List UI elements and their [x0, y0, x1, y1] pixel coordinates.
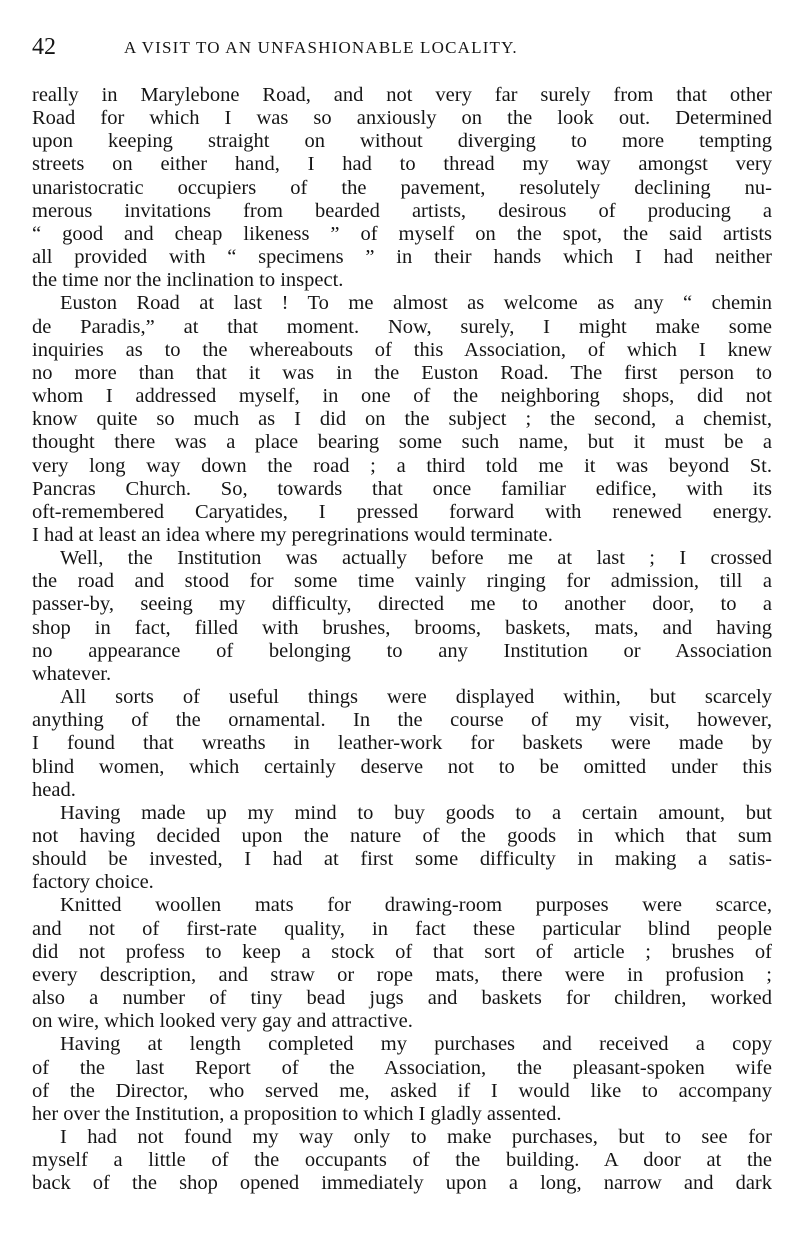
text-line: back of the shop opened immediately upon a long, narrow and dark — [32, 1172, 772, 1195]
text-line: the time nor the inclination to inspect. — [32, 269, 344, 292]
text-line: I found that wreaths in leather-work for baskets were made by — [32, 732, 772, 755]
text-line: Knitted woollen mats for drawing-room purposes were scarce, — [60, 894, 772, 917]
text-line: I had at least an idea where my peregrinations would terminate. — [32, 523, 553, 546]
text-line: Pancras Church. So, towards that once familiar edifice, with its — [32, 477, 772, 500]
text-line: all provided with “ specimens ” in their hands which I had neither — [32, 246, 772, 269]
text-line: of the Director, who served me, asked if I would like to accompany — [32, 1079, 772, 1102]
text-line: myself a little of the occupants of the building. A door at the — [32, 1149, 772, 1172]
text-line: thought there was a place bearing some such name, but it must be a — [32, 431, 772, 454]
page-header — [32, 32, 772, 62]
text-line: also a number of tiny bead jugs and baskets for children, worked — [32, 987, 772, 1010]
text-line: Having made up my mind to buy goods to a certain amount, but — [60, 801, 772, 824]
page-number: 42 — [32, 34, 56, 60]
text-line: every description, and straw or rope mats, there were in profusion ; — [32, 963, 772, 986]
text-line: did not profess to keep a stock of that sort of article ; brushes of — [32, 940, 772, 963]
body-text — [32, 84, 772, 1196]
text-line: upon keeping straight on without diverging to more tempting — [32, 130, 772, 153]
text-line: head. — [32, 778, 76, 801]
text-line: shop in fact, filled with brushes, brooms, baskets, mats, and having — [32, 616, 772, 639]
text-line: Euston Road at last ! To me almost as welcome as any “ chemin — [60, 292, 772, 315]
text-line: her over the Institution, a proposition to which I gladly assented. — [32, 1102, 562, 1125]
text-line: oft-remembered Caryatides, I pressed forward with renewed energy. — [32, 500, 772, 523]
text-line: on wire, which looked very gay and attractive. — [32, 1010, 413, 1033]
text-line: whatever. — [32, 662, 112, 685]
text-line: no more than that it was in the Euston Road. The first person to — [32, 361, 772, 384]
text-line: streets on either hand, I had to thread my way amongst very — [32, 153, 772, 176]
text-line: should be invested, I had at first some difficulty in making a satis- — [32, 848, 772, 871]
text-line: “ good and cheap likeness ” of myself on the spot, the said artists — [32, 222, 772, 245]
text-line: de Paradis,” at that moment. Now, surely, I might make some — [32, 315, 772, 338]
text-line: the road and stood for some time vainly ringing for admission, till a — [32, 570, 772, 593]
text-line: I had not found my way only to make purchases, but to see for — [60, 1126, 772, 1149]
text-line: factory choice. — [32, 871, 154, 894]
text-line: really in Marylebone Road, and not very far surely from that other — [32, 84, 772, 106]
text-line: whom I addressed myself, in one of the neighboring shops, did not — [32, 385, 772, 408]
text-line: no appearance of belonging to any Institution or Association — [32, 639, 772, 662]
text-line: and not of first-rate quality, in fact these particular blind people — [32, 917, 772, 940]
text-line: unaristocratic occupiers of the pavement, resolutely declining nu- — [32, 176, 772, 199]
text-line: blind women, which certainly deserve not to be omitted under this — [32, 755, 772, 778]
text-line: Having at length completed my purchases and received a copy — [60, 1033, 772, 1056]
text-line: passer-by, seeing my difficulty, directed me to another door, to a — [32, 593, 772, 616]
running-title: A VISIT TO AN UNFASHIONABLE LOCALITY. — [124, 38, 518, 57]
text-line: merous invitations from bearded artists, desirous of producing a — [32, 199, 772, 222]
text-line: very long way down the road ; a third told me it was beyond St. — [32, 454, 772, 477]
text-line: All sorts of useful things were displayed within, but scarcely — [60, 686, 772, 709]
text-line: anything of the ornamental. In the course of my visit, however, — [32, 709, 772, 732]
text-line: not having decided upon the nature of the goods in which that sum — [32, 825, 772, 847]
text-line: Road for which I was so anxiously on the look out. Determined — [32, 107, 772, 130]
text-line: inquiries as to the whereabouts of this Association, of which I knew — [32, 338, 772, 361]
text-line: know quite so much as I did on the subject ; the second, a chemist, — [32, 408, 772, 431]
text-line: Well, the Institution was actually before me at last ; I crossed — [60, 547, 772, 570]
text-line: of the last Report of the Association, the pleasant-spoken wife — [32, 1056, 772, 1079]
